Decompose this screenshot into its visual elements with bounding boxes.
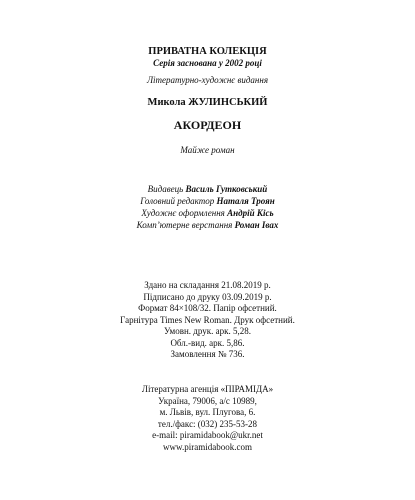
book-title-block (0, 118, 415, 132)
book-title: АКОРДЕОН (173, 118, 242, 132)
credit-line (0, 207, 415, 219)
publisher-email: e-mail: piramidabook@ukr.net (152, 430, 263, 440)
imprint-line: Умовн. друк. арк. 5,28. (163, 326, 252, 336)
publisher-line: тел./факс: (032) 235-53-28 (157, 418, 258, 429)
imprint-line: Підписано до друку 03.09.2019 р. (143, 291, 272, 302)
credit-role: Художнє оформлення (141, 208, 225, 218)
imprint-line: Замовлення № 736. (170, 349, 245, 359)
book-genre-block (0, 145, 415, 157)
book-author (0, 97, 415, 109)
book-genre: Майже роман (180, 145, 235, 155)
series-header (0, 46, 415, 86)
imprint (0, 280, 415, 361)
imprint-line: Обл.-вид. арк. 5,86. (170, 337, 245, 348)
credits (0, 183, 415, 231)
imprint-line: Здано на складання 21.08.2019 р. (144, 280, 271, 290)
credit-name: Наталя Троян (216, 196, 275, 206)
author-name: Микола ЖУЛИНСЬКИЙ (147, 97, 268, 108)
credit-name: Василь Гутковський (185, 184, 268, 194)
credit-line (0, 195, 415, 207)
edition-type: Літературно-художнє видання (146, 74, 269, 85)
credit-name: Андрій Кісь (227, 208, 274, 218)
publisher-line: м. Львів, вул. Плугова, 6. (159, 407, 256, 417)
credit-line (0, 219, 415, 231)
series-founded: Серія заснована у 2002 році (153, 58, 262, 68)
series-title: ПРИВАТНА КОЛЕКЦІЯ (148, 46, 267, 57)
publisher-line: Літературна агенція «ПІРАМІДА» (141, 384, 274, 394)
credit-role: Комп’ютерне верстання (136, 220, 233, 230)
publisher-info (0, 384, 415, 453)
credit-role: Головний редактор (140, 196, 215, 206)
credit-line (0, 183, 415, 195)
credit-name: Роман Івах (234, 220, 279, 230)
imprint-line: Формат 84×108/32. Папір офсетний. (138, 303, 277, 313)
publisher-website: www.piramidabook.com (163, 441, 252, 452)
credit-role: Видавець (147, 184, 184, 194)
imprint-line: Гарнітура Times New Roman. Друк офсетний. (120, 314, 295, 325)
publisher-line: Україна, 79006, а/с 10989, (158, 395, 257, 406)
